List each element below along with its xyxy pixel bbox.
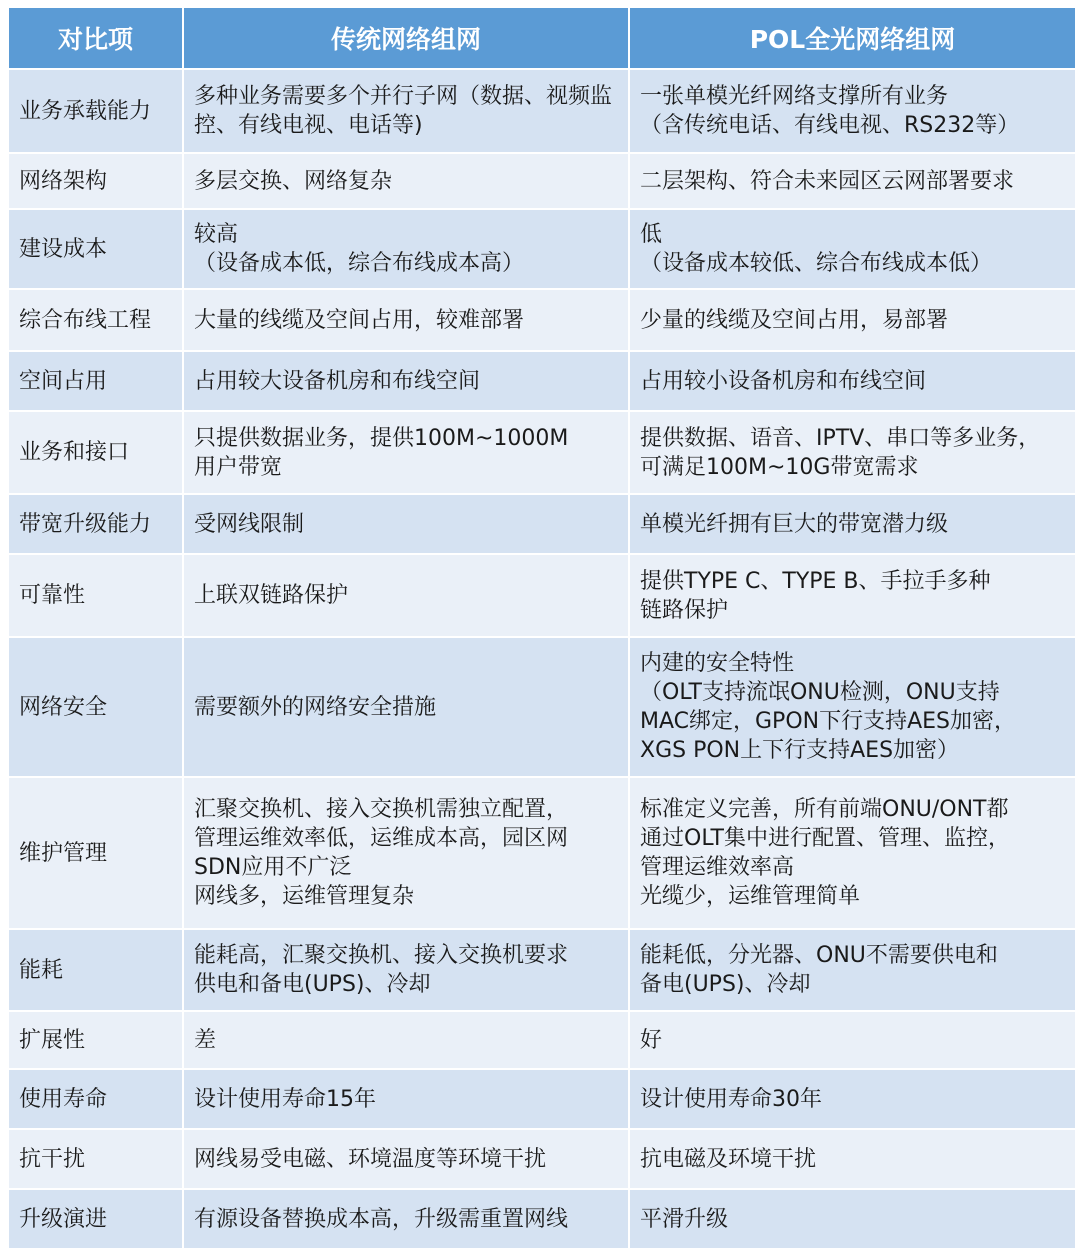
traditional-cell: 设计使用寿命15年	[183, 1069, 629, 1129]
table-row	[8, 153, 1076, 209]
pol-cell: 能耗低，分光器、ONU不需要供电和 备电(UPS)、冷却	[629, 929, 1076, 1011]
traditional-cell: 网线易受电磁、环境温度等环境干扰	[183, 1129, 629, 1189]
header-item: 对比项	[8, 7, 183, 69]
pol-cell: 标准定义完善，所有前端ONU/ONT都 通过OLT集中进行配置、管理、监控， 管理运维效率高 光缆少，运维管理简单	[629, 777, 1076, 929]
traditional-cell: 能耗高，汇聚交换机、接入交换机要求 供电和备电(UPS)、冷却	[183, 929, 629, 1011]
pol-cell: 设计使用寿命30年	[629, 1069, 1076, 1129]
pol-cell: 少量的线缆及空间占用，易部署	[629, 289, 1076, 351]
row-label: 使用寿命	[8, 1069, 183, 1129]
row-label: 升级演进	[8, 1189, 183, 1249]
table-header-row	[8, 7, 1076, 69]
pol-cell: 低 （设备成本较低、综合布线成本低）	[629, 209, 1076, 289]
table-row	[8, 1011, 1076, 1069]
comparison-table	[7, 6, 1077, 1250]
table-row	[8, 637, 1076, 777]
table-row	[8, 1189, 1076, 1249]
table-row	[8, 554, 1076, 637]
traditional-cell: 受网线限制	[183, 494, 629, 554]
table-row	[8, 69, 1076, 153]
traditional-cell: 多种业务需要多个并行子网（数据、视频监控、有线电视、电话等)	[183, 69, 629, 153]
pol-cell: 抗电磁及环境干扰	[629, 1129, 1076, 1189]
table-row	[8, 929, 1076, 1011]
row-label: 可靠性	[8, 554, 183, 637]
row-label: 空间占用	[8, 351, 183, 411]
pol-cell: 好	[629, 1011, 1076, 1069]
pol-cell: 内建的安全特性 （OLT支持流氓ONU检测，ONU支持 MAC绑定，GPON下行支持AES加密， XGS PON上下行支持AES加密）	[629, 637, 1076, 777]
traditional-cell: 需要额外的网络安全措施	[183, 637, 629, 777]
traditional-cell: 较高 （设备成本低，综合布线成本高）	[183, 209, 629, 289]
traditional-cell: 占用较大设备机房和布线空间	[183, 351, 629, 411]
pol-cell: 占用较小设备机房和布线空间	[629, 351, 1076, 411]
header-traditional: 传统网络组网	[183, 7, 629, 69]
table-row	[8, 777, 1076, 929]
traditional-cell: 多层交换、网络复杂	[183, 153, 629, 209]
header-pol: POL全光网络组网	[629, 7, 1076, 69]
table-row	[8, 209, 1076, 289]
row-label: 维护管理	[8, 777, 183, 929]
row-label: 网络架构	[8, 153, 183, 209]
row-label: 业务承载能力	[8, 69, 183, 153]
traditional-cell: 有源设备替换成本高，升级需重置网线	[183, 1189, 629, 1249]
row-label: 能耗	[8, 929, 183, 1011]
pol-cell: 提供数据、语音、IPTV、串口等多业务， 可满足100M~10G带宽需求	[629, 411, 1076, 494]
row-label: 带宽升级能力	[8, 494, 183, 554]
traditional-cell: 汇聚交换机、接入交换机需独立配置， 管理运维效率低，运维成本高，园区网 SDN应用不广泛 网线多，运维管理复杂	[183, 777, 629, 929]
row-label: 综合布线工程	[8, 289, 183, 351]
pol-cell: 单模光纤拥有巨大的带宽潜力级	[629, 494, 1076, 554]
row-label: 业务和接口	[8, 411, 183, 494]
table-row	[8, 1069, 1076, 1129]
row-label: 抗干扰	[8, 1129, 183, 1189]
comparison-table-container	[7, 6, 1075, 1250]
table-row	[8, 494, 1076, 554]
table-row	[8, 1129, 1076, 1189]
table-row	[8, 411, 1076, 494]
pol-cell: 二层架构、符合未来园区云网部署要求	[629, 153, 1076, 209]
table-row	[8, 289, 1076, 351]
pol-cell: 提供TYPE C、TYPE B、手拉手多种 链路保护	[629, 554, 1076, 637]
row-label: 建设成本	[8, 209, 183, 289]
traditional-cell: 只提供数据业务，提供100M~1000M 用户带宽	[183, 411, 629, 494]
row-label: 网络安全	[8, 637, 183, 777]
pol-cell: 一张单模光纤网络支撑所有业务 （含传统电话、有线电视、RS232等）	[629, 69, 1076, 153]
traditional-cell: 上联双链路保护	[183, 554, 629, 637]
row-label: 扩展性	[8, 1011, 183, 1069]
traditional-cell: 差	[183, 1011, 629, 1069]
pol-cell: 平滑升级	[629, 1189, 1076, 1249]
table-row	[8, 351, 1076, 411]
traditional-cell: 大量的线缆及空间占用，较难部署	[183, 289, 629, 351]
